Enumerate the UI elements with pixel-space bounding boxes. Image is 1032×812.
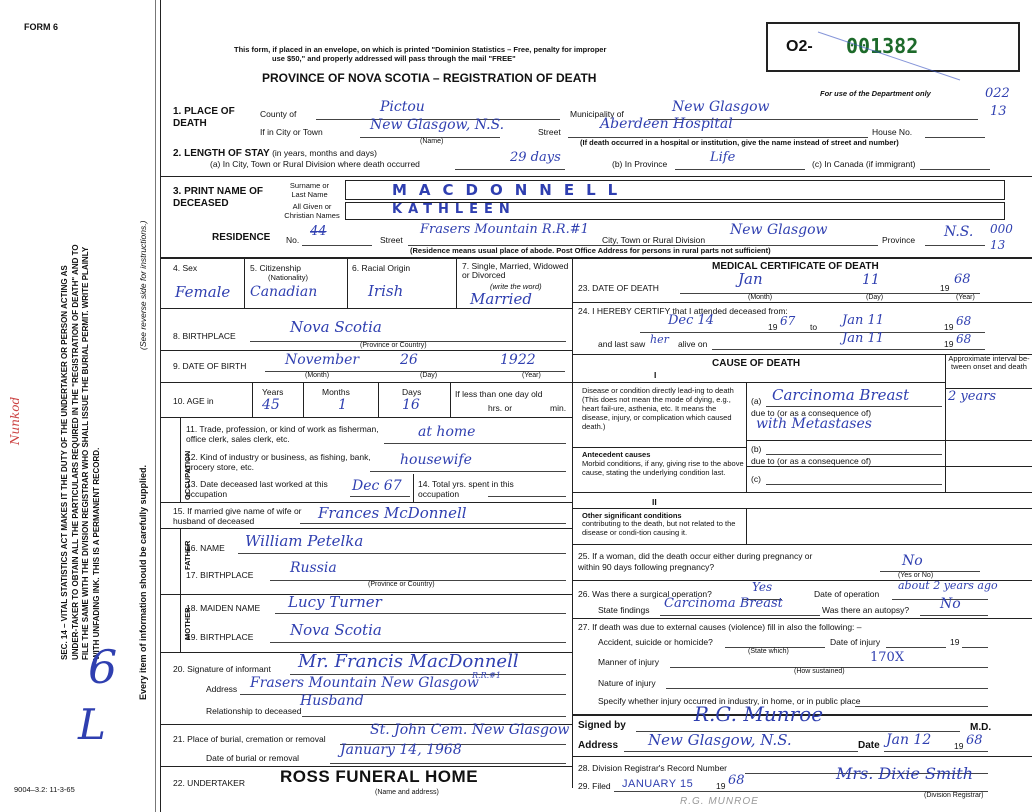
spouse-value: Frances McDonnell <box>318 504 467 522</box>
less-than-day-label: If less than one day old <box>455 389 543 399</box>
pregnancy-caption: (Yes or No) <box>898 572 934 579</box>
informant-address-label: Address <box>206 684 238 694</box>
medical-certificate-title: MEDICAL CERTIFICATE OF DEATH <box>712 261 879 272</box>
county-value: Pictou <box>380 99 425 115</box>
age-months-label: Months <box>322 387 350 397</box>
filed-year: 68 <box>728 773 745 788</box>
birthplace-label: 8. BIRTHPLACE <box>173 331 236 341</box>
sex-label: 4. Sex <box>173 263 198 273</box>
birthplace-value: Nova Scotia <box>290 318 382 336</box>
dob-year-caption: (Year) <box>522 372 541 379</box>
birthplace-caption: (Province or Country) <box>360 342 427 349</box>
alive-on-label: alive on <box>678 339 708 349</box>
death-year: 68 <box>954 272 971 287</box>
dob-day: 26 <box>400 352 418 368</box>
external-causes-label: 27. If death was due to external causes (violence) fill in also the following: – <box>578 622 862 632</box>
margin-number: 6 <box>88 640 118 694</box>
marital-sub: (write the word) <box>490 282 542 291</box>
cause-c-label: (c) <box>751 474 761 484</box>
last-saw-date: Jan 11 <box>842 331 885 346</box>
margin-note: Nunkod <box>8 396 22 445</box>
registration-number: 001382 <box>846 34 919 58</box>
mail-notice-2: use $50," and properly addressed will pass through the mail "FREE" <box>272 54 516 63</box>
undertaker-stamp: ROSS FUNERAL HOME <box>280 767 479 786</box>
mother-birthplace-label: 19. BIRTHPLACE <box>186 632 254 642</box>
street-label: Street <box>538 127 561 137</box>
other-conditions-text: contributing to the death, but not related to the disease or condi-tion causing it. <box>582 519 736 537</box>
place-of-death-label: 1. PLACE OF DEATH <box>173 106 235 129</box>
manner-label: Manner of injury <box>598 657 659 667</box>
vital-statistics-act-notice: SEC. 14 – VITAL STATISTICS ACT MAKES IT THE DUTY OF THE UNDERTAKER OR PERSON ACTING AS UNDER-TAKER TO OBTAIN ALL THE PARTICULARS REQUIRED IN THE "REGISTRATION OF DEATH" AND TO FILE THE SAME WITH THE DIVISION REGISTRAR WHO SHALL ISSUE THE BURIAL PERMIT. WRITE PLAINLY WITH UNFADING INK. THIS IS A PERMANENT RECORD. <box>60 244 101 660</box>
specify-label: Specify whether injury occurred in industry, in home, or in public place <box>598 696 861 706</box>
death-month-caption: (Month) <box>748 294 773 301</box>
other-conditions-title: Other significant conditions <box>582 511 682 520</box>
father-name-value: William Petelka <box>245 532 364 550</box>
residence-no-label: No. <box>286 235 300 245</box>
occupation-q11: 11. Trade, profession, or kind of work as fisherman, office clerk, sales clerk, etc. <box>186 424 379 444</box>
attended-to: Jan 11 <box>842 313 885 328</box>
to-label: to <box>810 322 818 332</box>
cause-of-death-title: CAUSE OF DEATH <box>712 358 801 369</box>
burial-place-value: St. John Cem. New Glasgow <box>370 722 570 738</box>
filed-date: JANUARY 15 <box>622 778 694 790</box>
operation-date-label: Date of operation <box>814 589 880 599</box>
interval-label: Approximate interval be-tween onset and death <box>948 354 1030 371</box>
age-months-value: 1 <box>338 397 347 413</box>
form-title: PROVINCE OF NOVA SCOTIA – REGISTRATION OF DEATH <box>262 71 597 85</box>
residence-street-label: Street <box>380 235 403 245</box>
given-names-label: All Given or Christian Names <box>284 202 340 220</box>
given-names-value: KATHLEEN <box>392 202 516 217</box>
injury-year-prefix: 19 <box>950 637 960 647</box>
division-registrar-caption: (Division Registrar) <box>924 792 984 799</box>
signed-year: 68 <box>966 733 983 748</box>
informant-label: 20. Signature of informant <box>173 664 271 674</box>
length-of-stay-label: 2. LENGTH OF STAY (in years, months and days) <box>173 148 377 159</box>
dept-code-2: 13 <box>990 104 1007 119</box>
residence-city-value: New Glasgow <box>730 222 828 238</box>
supply-notice: Every item of information should be carefully supplied. <box>138 464 148 700</box>
state-which-caption: (State which) <box>748 648 789 655</box>
from-year-prefix: 19 <box>768 322 778 332</box>
dob-year: 1922 <box>500 352 536 368</box>
pregnancy-answer: No <box>902 553 923 569</box>
age-years-value: 45 <box>262 397 280 413</box>
marital-label: 7. Single, Married, Widowed or Divorced <box>462 261 569 280</box>
residence-city-label: City, Town or Rural Division <box>602 235 706 245</box>
burial-date-label: Date of burial or removal <box>206 753 300 763</box>
city-value: New Glasgow, N.S. <box>370 117 505 133</box>
surgery-question: 26. Was there a surgical operation? <box>578 589 712 599</box>
last-saw-who: her <box>650 333 669 346</box>
father-birthplace-value: Russia <box>290 560 337 576</box>
mother-side-label: MOTHER <box>183 607 192 640</box>
residence-street-value: Frasers Mountain R.R.#1 <box>420 222 589 237</box>
city-label: If in City or Town <box>260 127 323 137</box>
residence-note: (Residence means usual place of abode. Post Office Address for persons in rural parts not sufficient) <box>410 246 771 255</box>
due-to-2: due to (or as a consequence of) <box>751 456 872 466</box>
division-record-label: 28. Division Registrar's Record Number <box>578 763 728 773</box>
antecedent-text: Morbid conditions, if any, giving rise to the above cause, stating the underlying condition last. <box>582 459 744 477</box>
relationship-label: Relationship to deceased <box>206 706 302 716</box>
stay-b-value: Life <box>710 150 736 165</box>
municipality-value: New Glasgow <box>672 99 770 115</box>
residence-code-2: 13 <box>990 238 1006 252</box>
racial-origin-label: 6. Racial Origin <box>352 263 411 273</box>
due-to-1: due to (or as a consequence of) <box>751 408 872 418</box>
mother-birthplace-value: Nova Scotia <box>290 621 382 639</box>
residence-province-value: N.S. <box>944 224 974 240</box>
residence-province-label: Province <box>882 235 916 245</box>
age-label: 10. AGE in <box>173 396 214 406</box>
dob-month: November <box>285 352 360 368</box>
burial-date-value: January 14, 1968 <box>340 742 462 758</box>
father-name-label: 16. NAME <box>186 543 225 553</box>
antecedent-title: Antecedent causes <box>582 450 651 459</box>
death-year-prefix: 19 <box>940 283 950 293</box>
from-year: 67 <box>780 314 796 328</box>
citizenship-sub: (Nationality) <box>268 273 309 282</box>
occupation-a13: Dec 67 <box>352 478 402 494</box>
occupation-q14: 14. Total yrs. spent in this occupation <box>418 479 514 499</box>
mail-notice-1: This form, if placed in an envelope, on which is printed "Dominion Statistics – Free, penalty for improper <box>234 45 607 54</box>
informant-address-value: Frasers Mountain New Glasgow <box>250 675 479 691</box>
roman-one: I <box>654 370 657 380</box>
nature-label: Nature of injury <box>598 678 656 688</box>
death-year-caption: (Year) <box>956 294 975 301</box>
findings-label: State findings <box>598 605 650 615</box>
county-label: County of <box>260 109 297 119</box>
dept-use-label: For use of the Department only <box>820 89 931 98</box>
relationship-value: Husband <box>300 693 364 709</box>
division-registrar-signature: Mrs. Dixie Smith <box>836 764 974 783</box>
signed-by-label: Signed by <box>578 720 626 731</box>
accident-label: Accident, suicide or homicide? <box>598 637 713 647</box>
burial-place-label: 21. Place of burial, cremation or removal <box>173 734 326 744</box>
residence-code-1: 000 <box>990 222 1013 236</box>
age-days-label: Days <box>402 387 422 397</box>
filed-year-prefix: 19 <box>716 781 726 791</box>
signed-year-prefix: 19 <box>954 741 964 751</box>
occupation-a11: at home <box>418 424 476 440</box>
print-code: 9004–3.2: 11-3-65 <box>14 785 75 794</box>
minutes-label: min. <box>550 403 567 413</box>
dob-day-caption: (Day) <box>420 372 438 379</box>
injury-date-label: Date of injury <box>830 637 881 647</box>
attended-from: Dec 14 <box>668 313 715 328</box>
last-saw-year-prefix: 19 <box>944 339 954 349</box>
occupation-side-label: OCCUPATION <box>183 450 192 500</box>
stay-a-label: (a) In City, Town or Rural Division where death occurred <box>210 159 420 169</box>
signed-date-label: Date <box>858 740 880 751</box>
how-sustained-caption: (How sustained) <box>794 668 845 675</box>
cause-a-label: (a) <box>751 396 762 406</box>
death-month: Jan <box>738 270 763 288</box>
manner-value: 170X <box>870 650 905 665</box>
dob-month-caption: (Month) <box>305 372 330 379</box>
informant-signature: Mr. Francis MacDonnell <box>298 651 519 672</box>
last-saw-year: 68 <box>956 332 972 346</box>
to-year-prefix: 19 <box>944 322 954 332</box>
filed-label: 29. Filed <box>578 781 611 791</box>
dept-code-1: 022 <box>985 86 1010 101</box>
marital-value: Married <box>470 290 532 308</box>
autopsy-label: Was there an autopsy? <box>822 605 910 615</box>
municipality-label: Municipality of <box>570 109 624 119</box>
operation-date-value: about 2 years ago <box>898 579 998 592</box>
undertaker-caption: (Name and address) <box>375 789 439 796</box>
date-of-death-label: 23. DATE OF DEATH <box>578 283 659 293</box>
citizenship-label: 5. Citizenship <box>250 263 302 273</box>
occupation-q12: 12. Kind of industry or business, as fishing, bank, grocery store, etc. <box>186 452 371 472</box>
age-days-value: 16 <box>402 397 420 413</box>
surname-label: Surname or Last Name <box>289 181 330 199</box>
undertaker-label: 22. UNDERTAKER <box>173 778 245 788</box>
name-caption: (Name) <box>420 138 444 145</box>
racial-origin-value: Irish <box>368 282 404 300</box>
registration-prefix: O2- <box>786 38 813 55</box>
death-day-caption: (Day) <box>866 294 884 301</box>
last-saw-label: and last saw <box>598 339 646 349</box>
form-number: FORM 6 <box>24 22 59 32</box>
cause-a-interval: 2 years <box>948 389 997 404</box>
signed-date-value: Jan 12 <box>886 732 932 748</box>
print-name-label: 3. PRINT NAME OF DECEASED <box>173 186 264 209</box>
father-birthplace-caption: (Province or Country) <box>368 581 435 588</box>
findings-value: Carcinoma Breast <box>664 596 783 611</box>
autopsy-value: No <box>940 596 961 612</box>
age-years-label: Years <box>262 387 284 397</box>
residence-label: RESIDENCE <box>212 232 271 243</box>
occupation-q13: 13. Date deceased last worked at this occupation <box>186 479 328 499</box>
date-of-birth-label: 9. DATE OF BIRTH <box>173 361 247 371</box>
house-no-label: House No. <box>872 127 913 137</box>
stay-b-label: (b) In Province <box>612 159 668 169</box>
hours-label: hrs. or <box>488 403 513 413</box>
informant-rr: R.R.#1 <box>472 671 501 680</box>
cause-b-label: (b) <box>751 444 762 454</box>
surgery-answer: Yes <box>752 580 773 594</box>
physician-stamp: R.G. MUNROE <box>680 796 759 807</box>
physician-signature: R.G. Munroe <box>694 702 824 726</box>
pregnancy-question: 25. If a woman, did the death occur either during pregnancy or within 90 days following pregnancy? <box>578 551 813 572</box>
occupation-a12: housewife <box>400 452 472 468</box>
physician-address-value: New Glasgow, N.S. <box>648 731 792 749</box>
mother-maiden-label: 18. MAIDEN NAME <box>186 603 261 613</box>
sex-value: Female <box>175 283 231 301</box>
disease-description: Disease or condition directly lead-ing to death (This does not mean the mode of dying, e.g., heart fail-ure, asthenia, etc. It means the disease, injury, or complication which caused death.) <box>582 386 734 431</box>
certify-label: 24. I HEREBY CERTIFY that I attended deceased from: <box>578 306 788 316</box>
stay-a-value: 29 days <box>510 150 561 165</box>
hospital-note: (If death occurred in a hospital or institution, give the name instead of street and number) <box>580 138 899 147</box>
physician-address-label: Address <box>578 740 619 751</box>
spouse-label: 15. If married give name of wife or husband of deceased <box>173 506 302 526</box>
to-year: 68 <box>956 314 972 328</box>
mother-maiden-value: Lucy Turner <box>288 593 382 611</box>
roman-two: II <box>652 497 657 507</box>
margin-initial: L <box>78 700 106 749</box>
residence-no-value: 44 <box>310 224 327 239</box>
father-birthplace-label: 17. BIRTHPLACE <box>186 570 254 580</box>
surname-value: MACDONNELL <box>392 181 630 199</box>
cause-b-value: with Metastases <box>756 416 872 432</box>
death-day: 11 <box>862 272 880 288</box>
stay-c-label: (c) In Canada (if immigrant) <box>812 159 916 169</box>
reverse-instructions: (See reverse side for instructions.) <box>138 220 148 350</box>
father-side-label: FATHER <box>183 540 192 570</box>
citizenship-value: Canadian <box>250 284 318 300</box>
md-label: M.D. <box>970 722 992 733</box>
cause-a-value: Carcinoma Breast <box>772 386 910 404</box>
street-value: Aberdeen Hospital <box>600 116 733 132</box>
